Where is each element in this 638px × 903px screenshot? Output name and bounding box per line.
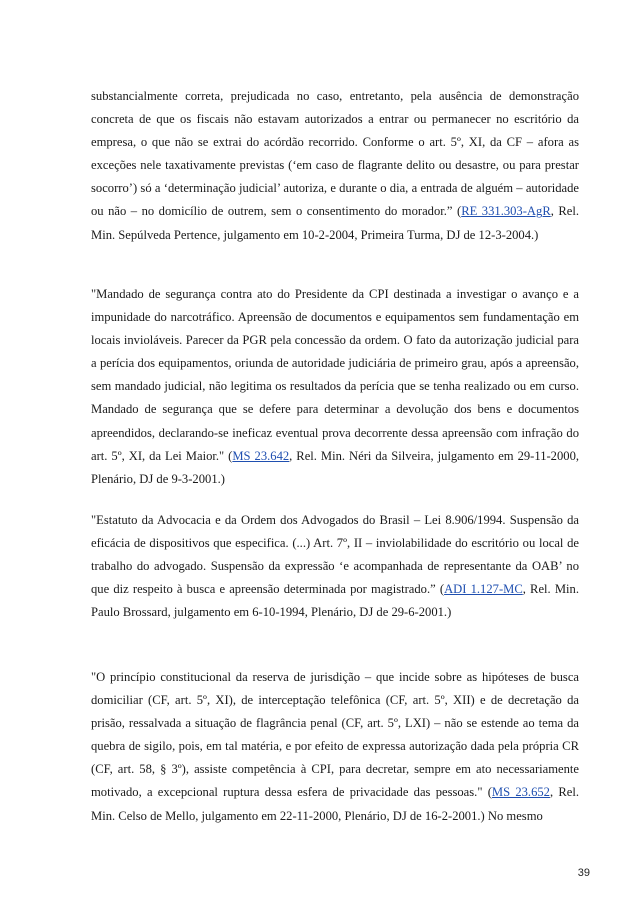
paragraph-2-text-end: , Rel. Min. Néri da Silveira, julgamento em 29-11-2000, Plenário, DJ de 9-3-2001.) [91,448,580,486]
paragraph-2-text-start: "Mandado de segurança contra ato do Presidente da CPI destinada a investigar o avanço e a impunidade do narcotráfico. Apreensão de documentos e equipamentos sem fundamentação em locais invioláveis. Parecer da PGR pela concessão da ordem. O fato da autorização judicial para a perícia dos equipamentos, oriunda de autoridade judiciária de primeiro grau, após a apreensão, sem mandado judicial, não legitima os resultados da perícia que se tenha realizado ou em curso. Mandado de segurança que se defere para determinar a devolução dos bens e documentos apreendidos, declarando-se ineficaz eventual prova decorrente dessa apreensão com infração do art. 5º, XI, da Lei Maior." ( [91,287,579,463]
paragraph-3 [91,509,579,624]
link-re-331303-agr[interactable]: RE 331.303-AgR [461,204,551,219]
paragraph-4-text-end: , Rel. Min. Celso de Mello, julgamento em 22-11-2000, Plenário, DJ de 16-2-2001.) No mesmo [91,785,579,823]
link-adi-1127-mc[interactable]: ADI 1.127-MC [444,582,523,597]
link-ms-23642[interactable]: MS 23.642 [232,448,290,463]
paragraph-2 [91,283,579,491]
paragraph-3-text-start: "Estatuto da Advocacia e da Ordem dos Advogados do Brasil – Lei 8.906/1994. Suspensão da eficácia de dispositivos que especifica. (...) Art. 7º, II – inviolabilidade do escritório ou local de trabalho do advogado. Suspensão da expressão ‘e acompanhada de representante da OAB’ no que diz respeito à busca e apreensão determinada por magistrado.” ( [91,513,579,597]
paragraph-3-text-end: , Rel. Min. Paulo Brossard, julgamento em 6-10-1994, Plenário, DJ de 29-6-2001.) [91,582,579,620]
page-number: 39 [577,867,590,879]
paragraph-1-text-start: substancialmente correta, prejudicada no caso, entretanto, pela ausência de demonstração concreta de que os fiscais não estavam autorizados a entrar ou permanecer no escritório da empresa, o que não se extrai do acórdão recorrido. Conforme o art. 5º, XI, da CF – afora as exceções nele taxativamente previstas (‘em caso de flagrante delito ou desastre, ou para prestar socorro’) só a ‘determinação judicial’ autoriza, e durante o dia, a entrada de alguém – autoridade ou não – no domicílio de outrem, sem o consentimento do morador.” ( [91,89,579,219]
link-ms-23652[interactable]: MS 23.652 [491,785,550,800]
paragraph-4 [91,666,579,828]
paragraph-1-text-end: , Rel. Min. Sepúlveda Pertence, julgamento em 10-2-2004, Primeira Turma, DJ de 12-3-2004.) [91,204,580,242]
paragraph-4-text-start: "O princípio constitucional da reserva de jurisdição – que incide sobre as hipóteses de busca domiciliar (CF, art. 5º, XI), de interceptação telefônica (CF, art. 5º, XII) e de decretação da prisão, ressalvada a situação de flagrância penal (CF, art. 5º, LXI) – não se estende ao tema da quebra de sigilo, pois, em tal matéria, e por efeito de expressa autorização dada pela própria CR (CF, art. 58, § 3º), assiste competência à CPI, para decretar, sempre em ato necessariamente motivado, a excepcional ruptura dessa esfera de privacidade das pessoas." ( [91,670,579,800]
paragraph-1 [91,85,579,247]
